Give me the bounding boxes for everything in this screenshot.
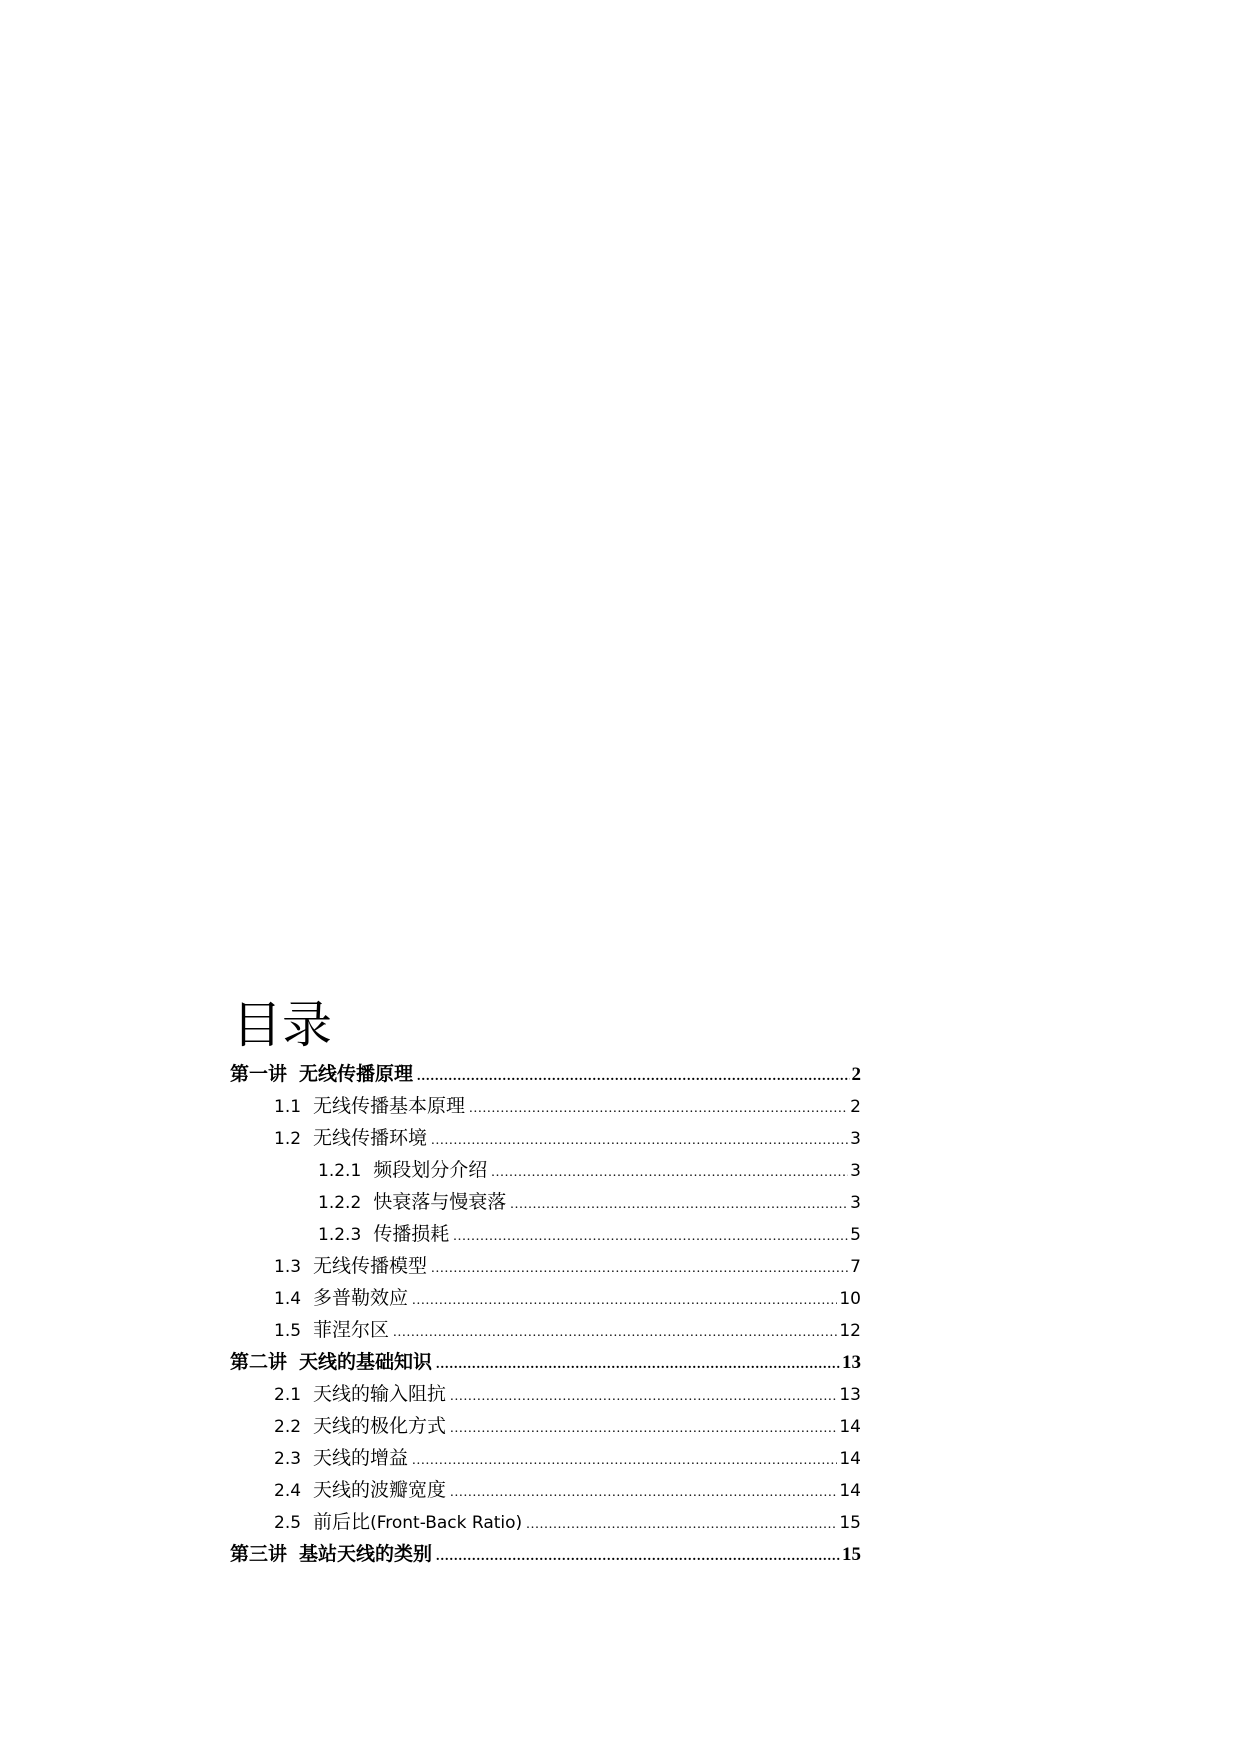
toc-entry-number: 1.2.3 [318,1225,362,1245]
toc-entry-2-4[interactable] [274,1474,861,1506]
toc-entry-page: 10 [839,1289,861,1309]
toc-entry-page: 15 [842,1544,861,1565]
toc-entry-1-2[interactable] [274,1122,861,1154]
dot-leader [431,1253,848,1285]
toc-entry-number: 1.4 [274,1289,302,1309]
toc-entry-1-2-2[interactable] [318,1186,861,1218]
toc-entry-title [313,1506,522,1539]
toc-entry-page: 3 [850,1193,861,1213]
toc-entry-1-1[interactable] [274,1090,861,1122]
toc-entry-number: 1.2.2 [318,1193,362,1213]
toc-entry-number: 第三讲 [230,1543,288,1565]
dot-leader [412,1445,837,1477]
toc-entry-1-4[interactable] [274,1282,861,1314]
dot-leader [436,1541,840,1573]
toc-entry-title-latin: (Front-Back Ratio) [370,1513,523,1533]
dot-leader [450,1413,837,1445]
dot-leader [510,1189,848,1221]
toc-entry-2-5[interactable] [274,1506,861,1538]
toc-entry-number: 第二讲 [230,1351,288,1373]
dot-leader [469,1093,848,1125]
toc-entry-page: 2 [851,1064,861,1085]
toc-entry-lecture-1[interactable] [230,1058,861,1090]
toc-entry-title: 天线的增益 [313,1447,409,1469]
toc-entry-number: 2.4 [274,1481,302,1501]
toc-entry-number: 1.3 [274,1257,302,1277]
dot-leader [453,1221,848,1253]
toc-entry-number: 第一讲 [230,1063,288,1085]
toc-entry-number: 2.1 [274,1385,302,1405]
toc-entry-title: 天线的波瓣宽度 [313,1479,447,1501]
toc-entry-number: 1.1 [274,1097,302,1117]
toc-entry-number: 1.2 [274,1129,302,1149]
dot-leader [450,1381,837,1413]
toc-entry-title: 天线的极化方式 [313,1415,447,1437]
toc-entry-page: 7 [850,1257,861,1277]
dot-leader [526,1509,837,1541]
toc-entry-lecture-3[interactable] [230,1538,861,1570]
toc-entry-title: 无线传播基本原理 [313,1095,466,1117]
dot-leader [417,1061,849,1093]
toc-entry-page: 13 [842,1352,861,1373]
toc-entry-title: 无线传播原理 [299,1063,414,1085]
toc-entry-page: 14 [839,1417,861,1437]
toc-entry-page: 3 [850,1129,861,1149]
toc-entry-page: 14 [839,1449,861,1469]
toc-entry-title: 天线的输入阻抗 [313,1383,447,1405]
toc-entry-number: 2.2 [274,1417,302,1437]
toc-entry-title: 菲涅尔区 [313,1319,390,1341]
toc-entry-page: 12 [839,1321,861,1341]
toc-entry-number: 2.5 [274,1513,302,1533]
toc-entry-page: 14 [839,1481,861,1501]
toc-entry-page: 13 [839,1385,861,1405]
toc-entry-number: 1.2.1 [318,1161,362,1181]
toc-entry-title: 无线传播环境 [313,1127,428,1149]
toc-entry-title: 基站天线的类别 [299,1543,433,1565]
dot-leader [431,1125,848,1157]
toc-entry-1-2-1[interactable] [318,1154,861,1186]
toc-entry-page: 3 [850,1161,861,1181]
toc-entry-number: 2.3 [274,1449,302,1469]
toc-entry-2-1[interactable] [274,1378,861,1410]
dot-leader [393,1317,837,1349]
toc-entry-title: 快衰落与慢衰落 [373,1191,507,1213]
toc-entry-page: 15 [839,1513,861,1533]
toc-entry-lecture-2[interactable] [230,1346,861,1378]
toc-entry-page: 5 [850,1225,861,1245]
dot-leader [412,1285,837,1317]
toc-entry-title: 多普勒效应 [313,1287,409,1309]
toc-entry-1-5[interactable] [274,1314,861,1346]
dot-leader [436,1349,840,1381]
toc-entry-1-3[interactable] [274,1250,861,1282]
dot-leader [450,1477,837,1509]
toc-entry-title-cjk: 前后比 [313,1511,371,1533]
toc-entry-title: 天线的基础知识 [299,1351,433,1373]
dot-leader [491,1157,848,1189]
toc-entry-number: 1.5 [274,1321,302,1341]
toc-title: 目录 [232,996,332,1054]
toc-entry-title: 无线传播模型 [313,1255,428,1277]
toc-entry-2-2[interactable] [274,1410,861,1442]
toc-entry-2-3[interactable] [274,1442,861,1474]
toc-entry-title: 频段划分介绍 [373,1159,488,1181]
toc-entry-1-2-3[interactable] [318,1218,861,1250]
toc-entry-title: 传播损耗 [373,1223,450,1245]
toc-entry-page: 2 [850,1097,861,1117]
